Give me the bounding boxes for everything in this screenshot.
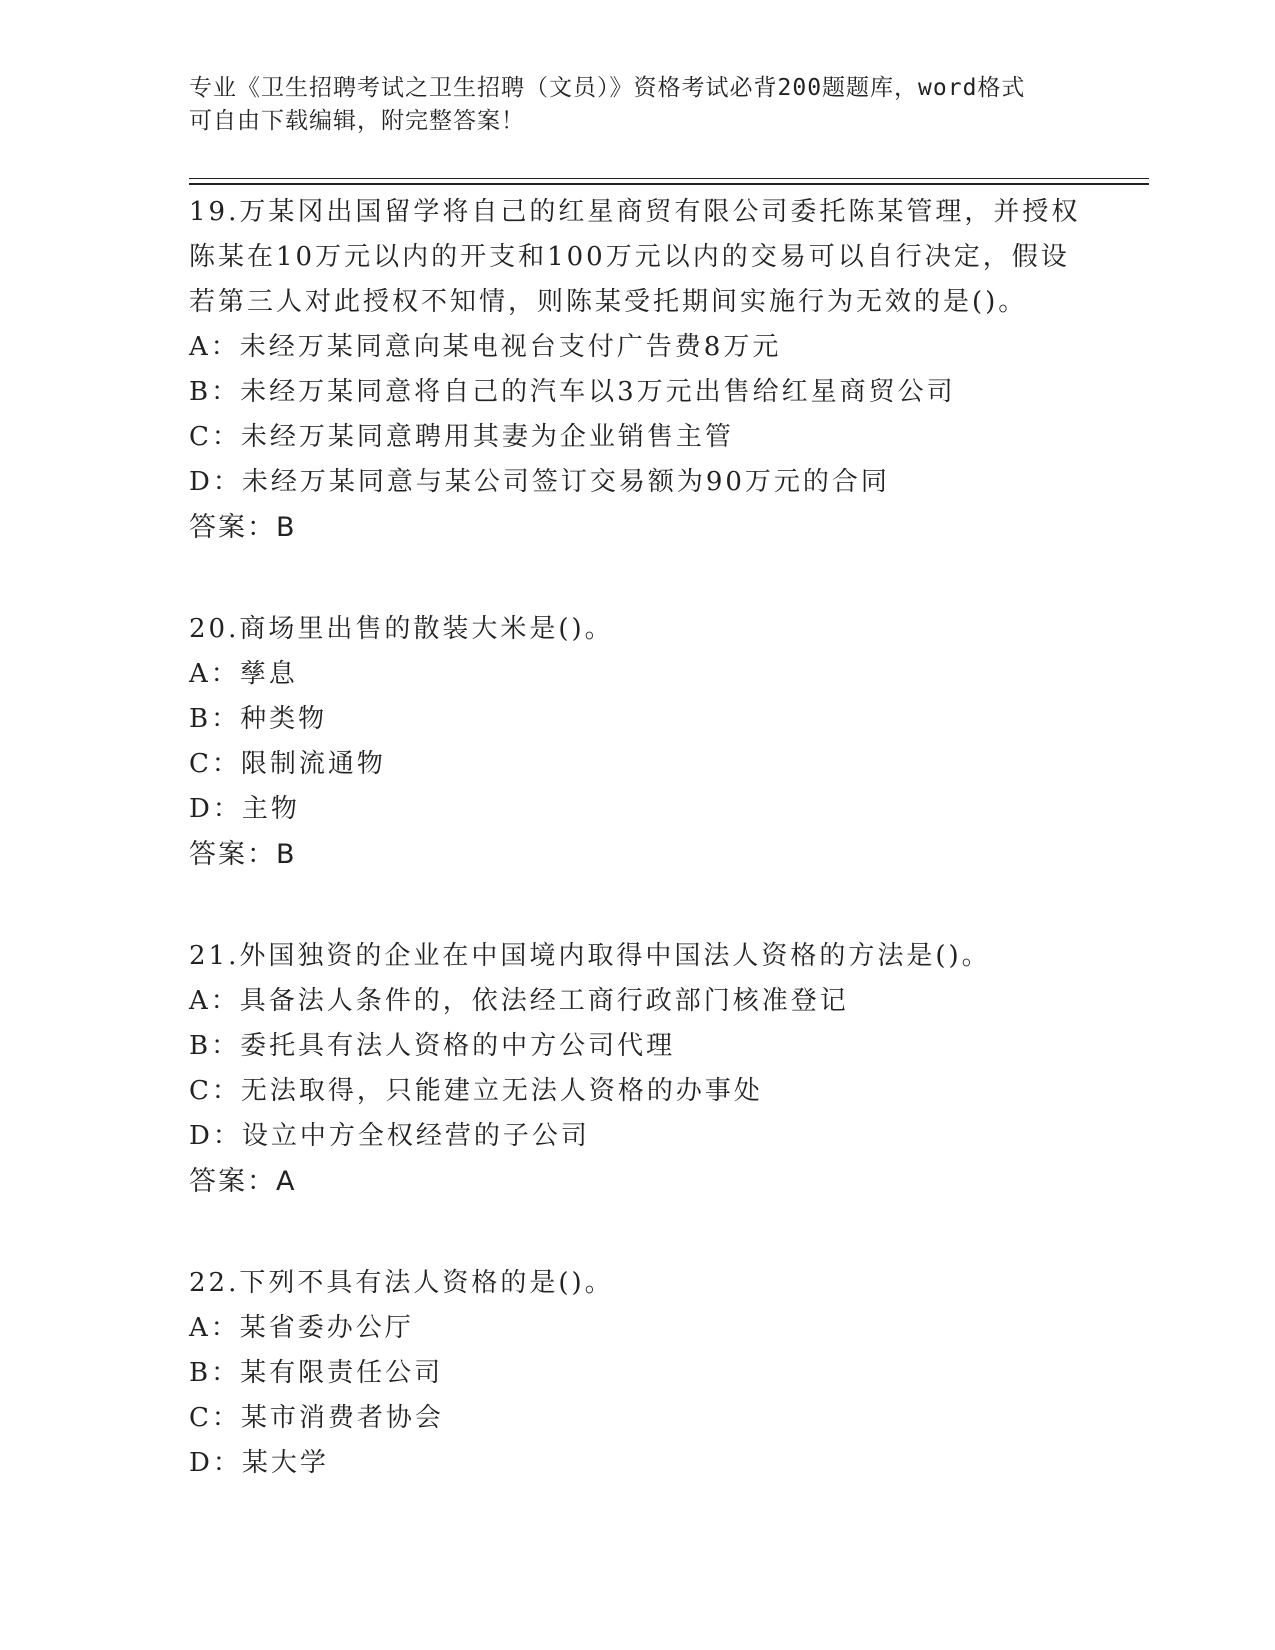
option-d: D：设立中方全权经营的子公司 <box>189 1121 590 1151</box>
question-21 <box>189 934 1089 1205</box>
question-19 <box>189 190 1089 551</box>
option-d: D：未经万某同意与某公司签订交易额为90万元的合同 <box>189 467 890 497</box>
option-a: A：具备法人条件的，依法经工商行政部门核准登记 <box>189 986 849 1016</box>
document-header <box>189 72 1089 138</box>
question-22 <box>189 1261 1089 1486</box>
question-stem: 20.商场里出售的散装大米是()。 <box>189 614 614 644</box>
option-a: A：某省委办公厅 <box>189 1313 414 1343</box>
header-line-1: 专业《卫生招聘考试之卫生招聘（文员）》资格考试必背200题题库，word格式 <box>189 75 1026 101</box>
option-c: C：未经万某同意聘用其妻为企业销售主管 <box>189 422 734 452</box>
question-stem: 19.万某冈出国留学将自己的红星商贸有限公司委托陈某管理，并授权陈某在10万元以内的开支和100万元以内的交易可以自行决定，假设若第三人对此授权不知情，则陈某受托期间实施行为无效的是()。 <box>189 197 1081 317</box>
option-b: B：委托具有法人资格的中方公司代理 <box>189 1031 676 1061</box>
question-list <box>189 190 1089 1542</box>
option-d: D：主物 <box>189 794 300 824</box>
header-divider-top <box>189 178 1149 179</box>
option-b: B：未经万某同意将自己的汽车以3万元出售给红星商贸公司 <box>189 377 956 407</box>
answer-label: 答案：B <box>189 839 297 870</box>
question-20 <box>189 607 1089 878</box>
answer-label: 答案：B <box>189 512 297 543</box>
option-d: D：某大学 <box>189 1448 329 1478</box>
header-line-2: 可自由下载编辑，附完整答案！ <box>189 108 525 134</box>
option-a: A：未经万某同意向某电视台支付广告费8万元 <box>189 332 782 362</box>
option-b: B：某有限责任公司 <box>189 1358 444 1388</box>
question-stem: 22.下列不具有法人资格的是()。 <box>189 1268 614 1298</box>
option-a: A：孳息 <box>189 659 298 689</box>
question-stem: 21.外国独资的企业在中国境内取得中国法人资格的方法是()。 <box>189 941 991 971</box>
option-c: C：某市消费者协会 <box>189 1403 444 1433</box>
option-c: C：无法取得，只能建立无法人资格的办事处 <box>189 1076 763 1106</box>
answer-label: 答案：A <box>189 1166 297 1197</box>
header-divider-bottom <box>189 183 1149 185</box>
option-b: B：种类物 <box>189 704 328 734</box>
option-c: C：限制流通物 <box>189 749 386 779</box>
